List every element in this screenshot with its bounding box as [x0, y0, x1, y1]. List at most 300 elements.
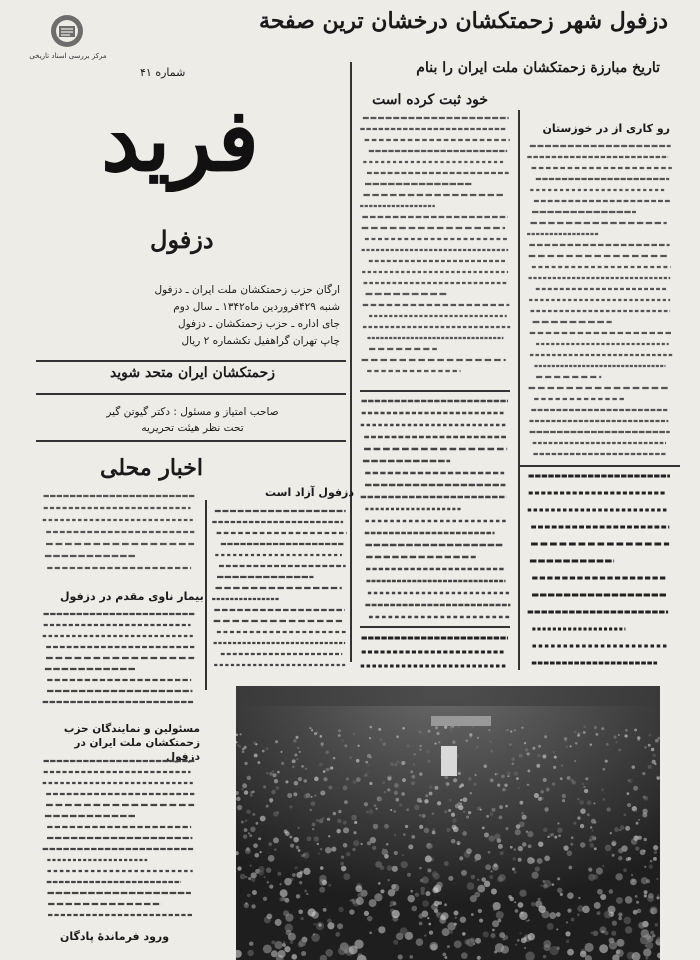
- crowd-dot: [394, 851, 398, 855]
- crowd-dot: [320, 791, 325, 796]
- crowd-dot: [516, 824, 521, 829]
- crowd-dot: [311, 796, 313, 798]
- crowd-dot: [618, 917, 622, 921]
- city-name: دزفول: [150, 225, 214, 254]
- crowd-dot: [338, 729, 341, 732]
- crowd-dot: [488, 729, 490, 731]
- crowd-dot: [390, 809, 392, 811]
- crowd-dot: [401, 792, 405, 796]
- crowd-dot: [462, 932, 466, 936]
- crowd-dot: [380, 738, 383, 741]
- crowd-dot: [292, 759, 296, 763]
- crowd-dot: [618, 848, 623, 853]
- crowd-dot: [488, 851, 491, 854]
- logo-caption: مرکز بررسی اسناد تاریخی: [29, 52, 107, 60]
- masthead-title-text: فرید: [101, 90, 259, 191]
- crowd-dot: [600, 894, 606, 900]
- crowd-dot: [566, 939, 570, 943]
- crowd-dot: [651, 748, 655, 752]
- crowd-dot: [411, 835, 415, 839]
- crowd-dot: [463, 797, 468, 802]
- crowd-dot: [519, 889, 526, 896]
- crowd-dot: [382, 781, 385, 784]
- crowd-dot: [499, 932, 505, 938]
- crowd-dot: [527, 784, 530, 787]
- crowd-dot: [649, 734, 652, 737]
- crowd-dot: [547, 836, 549, 838]
- crowd-dot: [518, 902, 524, 908]
- crowd-dot: [330, 766, 333, 769]
- crowd-dot: [419, 772, 422, 775]
- crowd-dot: [260, 816, 266, 822]
- crowd-dot: [285, 780, 288, 783]
- crowd-dot: [553, 751, 555, 753]
- crowd-dot: [652, 934, 655, 937]
- crowd-dot: [644, 894, 647, 897]
- crowd-dot: [434, 786, 438, 790]
- crowd-dot: [303, 868, 310, 875]
- crowd-dot: [437, 801, 441, 805]
- crowd-dot: [516, 777, 519, 780]
- crowd-dot: [556, 912, 561, 917]
- dezful-article-text: [210, 505, 350, 675]
- crowd-dot: [322, 880, 327, 885]
- crowd-dot: [544, 855, 550, 861]
- slogan-article-text: [525, 470, 675, 675]
- crowd-dot: [477, 956, 481, 960]
- khuzestan-heading: رو کاری از در خوزستان: [542, 122, 670, 135]
- crowd-dot: [595, 733, 598, 736]
- crowd-dot: [656, 878, 658, 880]
- crowd-dot: [356, 897, 364, 905]
- crowd-dot: [425, 855, 432, 862]
- crowd-dot: [657, 894, 659, 896]
- crowd-dot: [449, 930, 453, 934]
- party-slogan: زحمتکشان ایران متحد شوید: [109, 365, 276, 381]
- crowd-dot: [344, 950, 348, 954]
- crowd-dot: [393, 940, 398, 945]
- crowd-dot: [293, 739, 296, 742]
- crowd-dot: [248, 832, 250, 834]
- crowd-dot: [478, 909, 482, 913]
- crowd-dot: [301, 951, 306, 956]
- crowd-dot: [399, 803, 403, 807]
- crowd-dot: [418, 730, 421, 733]
- crowd-dot: [444, 861, 449, 866]
- crowd-dot: [638, 819, 640, 821]
- crowd-dot: [277, 771, 280, 774]
- crowd-dot: [297, 827, 299, 829]
- crowd-dot: [479, 919, 483, 923]
- crowd-dot: [257, 761, 260, 764]
- masthead-title: [30, 82, 330, 192]
- publication-info: [40, 282, 340, 350]
- crowd-dot: [566, 921, 568, 923]
- crowd-dot: [395, 798, 399, 802]
- crowd-dot: [534, 793, 539, 798]
- crowd-dot: [255, 743, 257, 745]
- crowd-dot: [591, 819, 596, 824]
- crowd-dot: [346, 777, 349, 780]
- crowd-dot: [602, 768, 605, 771]
- crowd-dot: [540, 790, 543, 793]
- crowd-dot: [328, 786, 332, 790]
- crowd-dot: [367, 841, 371, 845]
- crowd-dot: [320, 742, 323, 745]
- crowd-dot: [567, 908, 571, 912]
- crowd-dot: [474, 774, 476, 776]
- crowd-dot: [287, 793, 292, 798]
- crowd-dot: [405, 825, 408, 828]
- crowd-dot: [406, 744, 409, 747]
- crowd-dot: [567, 776, 571, 780]
- crowd-dot: [453, 910, 458, 915]
- crowd-dot: [514, 849, 516, 851]
- crowd-dot: [460, 916, 466, 922]
- crowd-dot: [299, 751, 301, 753]
- crowd-dot: [429, 844, 434, 849]
- crowd-dot: [276, 811, 279, 814]
- crowd-dot: [588, 868, 592, 872]
- crowd-dot: [320, 866, 324, 870]
- crowd-dot: [243, 834, 247, 838]
- crowd-dot: [470, 895, 477, 902]
- crowd-dot: [424, 934, 427, 937]
- crowd-dot: [525, 937, 527, 939]
- crowd-dot: [379, 797, 383, 801]
- crowd-dot: [519, 801, 523, 805]
- crowd-dot: [277, 872, 281, 876]
- crowd-dot: [266, 805, 269, 808]
- crowd-dot: [653, 909, 657, 913]
- crowd-dot: [562, 794, 566, 798]
- crowd-dot: [410, 890, 413, 893]
- crowd-dot: [248, 877, 251, 880]
- crowd-dot: [592, 830, 594, 832]
- crowd-dot: [627, 803, 631, 807]
- crowd-dot: [458, 772, 461, 775]
- crowd-dot: [579, 800, 584, 805]
- crowd-dot: [351, 815, 357, 821]
- crowd-dot: [482, 826, 485, 829]
- crowd-dot: [607, 807, 611, 811]
- crowd-dot: [401, 861, 408, 868]
- crowd-dot: [278, 950, 286, 958]
- crowd-dot: [411, 781, 415, 785]
- crowd-dot: [424, 799, 428, 803]
- crowd-dot: [507, 771, 511, 775]
- crowd-dot: [606, 743, 609, 746]
- crowd-dot: [505, 805, 508, 808]
- crowd-dot: [447, 945, 450, 948]
- crowd-dot: [571, 918, 575, 922]
- crowd-dot: [338, 734, 341, 737]
- crowd-dot: [490, 812, 494, 816]
- crowd-dot: [580, 808, 586, 814]
- crowd-dot: [272, 770, 274, 772]
- crowd-dot: [451, 839, 456, 844]
- crowd-dot: [429, 785, 433, 789]
- crowd-dot: [537, 754, 541, 758]
- crowd-dot: [353, 733, 356, 736]
- crowd-dot: [259, 851, 261, 853]
- crowd-dot: [293, 792, 297, 796]
- crowd-dot: [449, 799, 452, 802]
- crowd-dot: [515, 829, 521, 835]
- crowd-dot: [303, 852, 310, 859]
- crowd-dot: [492, 929, 495, 932]
- crowd-dot: [387, 879, 389, 881]
- crowd-dot: [614, 827, 619, 832]
- crowd-dot: [465, 739, 468, 742]
- crowd-dot: [624, 813, 627, 816]
- crowd-dot: [258, 870, 264, 876]
- crowd-dot: [446, 828, 450, 832]
- crowd-dot: [305, 768, 307, 770]
- crowd-dot: [527, 770, 530, 773]
- crowd-dot: [419, 749, 421, 751]
- crowd-dot: [252, 813, 255, 816]
- crowd-dot: [519, 932, 521, 934]
- crowd-dot: [601, 727, 604, 730]
- crowd-dot: [602, 798, 605, 801]
- crowd-dot: [284, 878, 292, 886]
- crowd-dot: [353, 780, 357, 784]
- crowd-dot: [289, 835, 292, 838]
- crowd-dot: [249, 834, 252, 837]
- crowd-dot: [356, 777, 361, 782]
- crowd-dot: [583, 731, 586, 734]
- crowd-dot: [617, 939, 625, 947]
- crowd-dot: [411, 906, 417, 912]
- crowd-dot: [250, 794, 253, 797]
- crowd-dot: [308, 908, 316, 916]
- crowd-dot: [422, 814, 426, 818]
- crowd-dot: [645, 957, 648, 960]
- crowd-dot: [514, 729, 516, 731]
- crowd-dot: [343, 873, 350, 880]
- crowd-dot: [244, 828, 248, 832]
- crowd-dot: [458, 769, 461, 772]
- crowd-dot: [573, 822, 576, 825]
- officials-heading: مسئولین و نمایندگان حزب زحمتکشان ملت ایران در دزفول: [63, 723, 200, 763]
- crowd-dot: [296, 758, 298, 760]
- crowd-dot: [325, 949, 333, 957]
- crowd-dot: [460, 799, 462, 801]
- crowd-dot: [640, 849, 646, 855]
- crowd-dot: [486, 815, 489, 818]
- crowd-dot: [420, 745, 422, 747]
- crowd-dot: [419, 825, 423, 829]
- crowd-dot: [410, 770, 413, 773]
- crowd-dot: [484, 832, 489, 837]
- responsible-info: [40, 404, 345, 436]
- crowd-dot: [292, 766, 294, 768]
- crowd-dot: [344, 744, 347, 747]
- crowd-dot: [567, 892, 574, 899]
- crowd-dot: [316, 819, 319, 822]
- crowd-dot: [494, 950, 497, 953]
- crowd-dot: [532, 872, 539, 879]
- crowd-dot: [521, 812, 524, 815]
- crowd-dot: [508, 895, 512, 899]
- crowd-dot: [265, 747, 268, 750]
- crowd-dot: [635, 895, 638, 898]
- crowd-dot: [580, 824, 584, 828]
- crowd-dot: [241, 788, 244, 791]
- crowd-dot: [483, 764, 487, 768]
- crowd-dot: [422, 876, 429, 883]
- section-rule: [360, 390, 510, 392]
- crowd-dot: [625, 826, 630, 831]
- crowd-dot: [398, 955, 403, 960]
- crowd-dot: [251, 878, 255, 882]
- crowd-dot: [515, 909, 519, 913]
- crowd-dot: [515, 944, 517, 946]
- crowd-dot: [432, 812, 435, 815]
- crowd-dot: [378, 728, 381, 731]
- crowd-dot: [612, 854, 615, 857]
- crowd-dot: [616, 950, 620, 954]
- crowd-dot: [314, 836, 319, 841]
- crowd-dot: [380, 889, 384, 893]
- dezful-free-heading: دزفول آزاد است: [265, 486, 355, 499]
- crowd-dot: [597, 889, 603, 895]
- crowd-dot: [481, 877, 486, 882]
- crowd-dot: [642, 772, 645, 775]
- crowd-dot: [527, 752, 530, 755]
- info-line: ارگان حزب زحمتکشان ملت ایران ـ دزفول: [154, 284, 340, 296]
- crowd-dot: [543, 884, 548, 889]
- crowd-dot: [531, 902, 536, 907]
- crowd-dot: [541, 885, 543, 887]
- crowd-dot: [240, 874, 246, 880]
- crowd-dot: [636, 822, 639, 825]
- crowd-dot: [492, 920, 499, 927]
- crowd-dot: [580, 842, 586, 848]
- crowd-dot: [241, 821, 244, 824]
- crowd-dot: [319, 763, 323, 767]
- crowd-dot: [565, 931, 570, 936]
- crowd-dot: [474, 783, 477, 786]
- crowd-dot: [578, 897, 580, 899]
- crowd-dot: [294, 781, 299, 786]
- middle-article-text-lower: [358, 395, 513, 623]
- crowd-dot: [649, 864, 653, 868]
- crowd-dot: [326, 768, 329, 771]
- crowd-dot: [509, 743, 512, 746]
- crowd-dot: [318, 852, 320, 854]
- crowd-dot: [367, 772, 369, 774]
- crowd-dot: [245, 819, 248, 822]
- crowd-dot: [317, 843, 319, 845]
- crowd-dot: [637, 739, 640, 742]
- crowd-dot: [618, 734, 620, 736]
- crowd-dot: [477, 737, 479, 739]
- crowd-dot: [557, 888, 563, 894]
- crowd-dot: [245, 876, 247, 878]
- crowd-dot: [247, 894, 251, 898]
- crowd-dot: [590, 835, 596, 841]
- crowd-dot: [394, 783, 399, 788]
- crowd-dot: [544, 807, 548, 811]
- crowd-dot: [338, 907, 343, 912]
- crowd-dot: [353, 840, 359, 846]
- crowd-dot: [301, 917, 304, 920]
- crowd-dot: [624, 734, 627, 737]
- crowd-dot: [615, 873, 622, 880]
- crowd-dot: [552, 782, 555, 785]
- section-rule: [360, 626, 510, 628]
- crowd-dot: [320, 735, 323, 738]
- crowd-dot: [490, 778, 494, 782]
- crowd-dot: [498, 874, 505, 881]
- crowd-dot: [402, 727, 405, 730]
- crowd-dot: [247, 776, 251, 780]
- crowd-dot: [294, 754, 297, 757]
- crowd-dot: [249, 864, 251, 866]
- crowd-dot: [466, 848, 472, 854]
- crowd-dot: [357, 745, 359, 747]
- crowd-dot: [644, 890, 648, 894]
- crowd-dot: [319, 819, 324, 824]
- crowd-dot: [406, 808, 409, 811]
- crowd-dot: [514, 871, 517, 874]
- crowd-dot: [654, 763, 656, 765]
- crowd-dot: [505, 827, 508, 830]
- middle-article-footer: [358, 632, 513, 677]
- crowd-dot: [605, 845, 612, 852]
- crowd-dot: [244, 903, 249, 908]
- crowd-dot: [242, 783, 247, 788]
- crowd-dot: [331, 847, 336, 852]
- crowd-dot: [402, 854, 404, 856]
- crowd-dot: [409, 955, 413, 959]
- crowd-dot: [618, 749, 621, 752]
- column-rule: [205, 500, 207, 690]
- section-rule: [520, 465, 680, 467]
- crowd-dot: [422, 900, 429, 907]
- crowd-dot: [274, 848, 277, 851]
- crowd-dot: [641, 929, 649, 937]
- crowd-dot: [396, 735, 399, 738]
- crowd-dot: [251, 872, 257, 878]
- crowd-dot: [625, 729, 628, 732]
- crowd-dot: [393, 810, 396, 813]
- crowd-dot: [237, 866, 241, 870]
- crowd-dot: [284, 946, 290, 952]
- crowd-dot: [519, 912, 528, 921]
- crowd-dot: [655, 739, 659, 743]
- crowd-dot: [517, 939, 520, 942]
- crowd-dot: [270, 801, 272, 803]
- crowd-dot: [327, 818, 330, 821]
- crowd-dot: [653, 857, 657, 861]
- crowd-dot: [407, 895, 415, 903]
- crowd-dot: [299, 881, 302, 884]
- crowd-dot: [432, 831, 436, 835]
- crowd-dot: [444, 903, 447, 906]
- crowd-dot: [625, 926, 632, 933]
- crowd-dot: [424, 828, 430, 834]
- crowd-dot: [489, 875, 493, 879]
- local-news-heading: اخبار محلی: [100, 455, 203, 481]
- crowd-dot: [312, 828, 314, 830]
- crowd-dot: [574, 760, 576, 762]
- crowd-dot: [497, 784, 500, 787]
- crowd-photo-image: [236, 686, 660, 960]
- crowd-dot: [633, 910, 638, 915]
